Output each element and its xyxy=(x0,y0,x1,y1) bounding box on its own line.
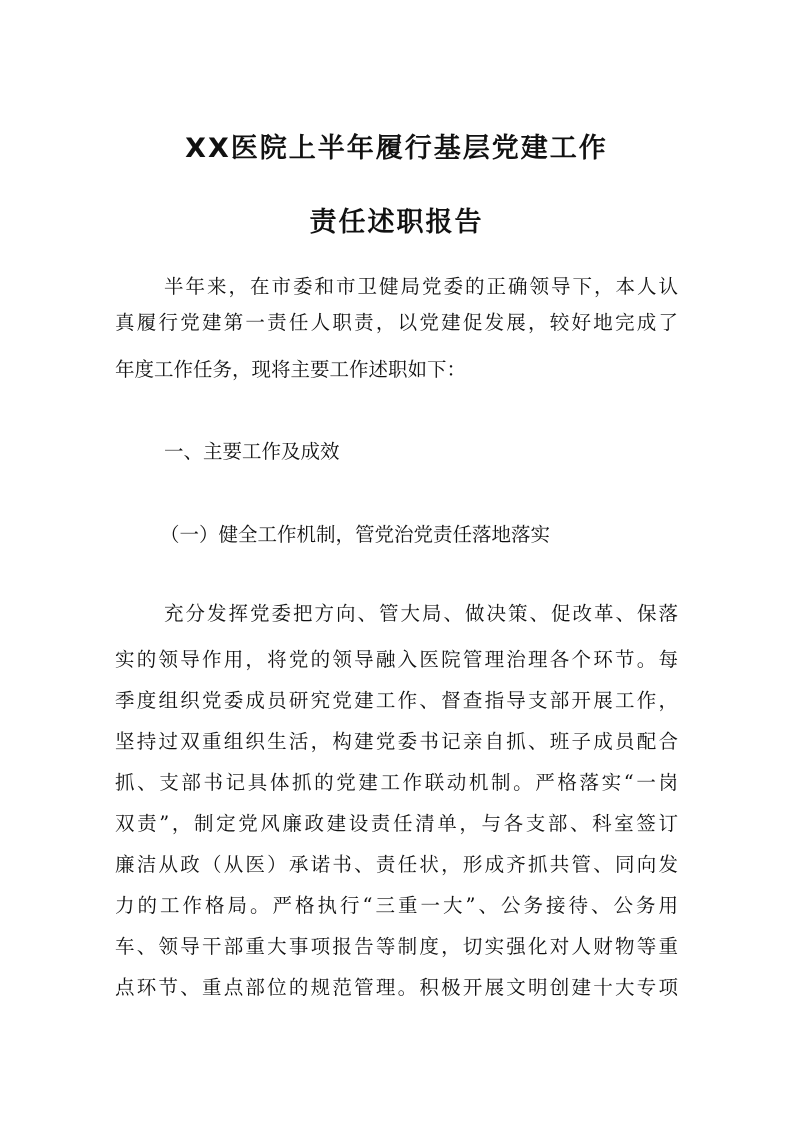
body-paragraph-line: 廉洁从政（从医）承诺书、责任状，形成齐抓共管、同向发 xyxy=(115,853,678,876)
intro-paragraph-line: 真履行党建第一责任人职责，以党建促发展，较好地完成了 xyxy=(115,311,678,334)
subsection-heading-1: （一）健全工作机制，管党治党责任落地落实 xyxy=(160,523,551,546)
body-paragraph-line: 实的领导作用，将党的领导融入医院管理治理各个环节。每 xyxy=(115,648,678,671)
body-paragraph-line: 季度组织党委成员研究党建工作、督查指导支部开展工作， xyxy=(115,689,678,712)
body-paragraph-line: 力的工作格局。严格执行“三重一大”、公务接待、公务用 xyxy=(115,894,678,917)
body-paragraph-line: 抓、支部书记具体抓的党建工作联动机制。严格落实“一岗 xyxy=(115,771,678,794)
section-heading-1: 一、主要工作及成效 xyxy=(164,440,340,463)
intro-paragraph-line: 半年来，在市委和市卫健局党委的正确领导下，本人认 xyxy=(164,275,678,298)
body-paragraph-line: 坚持过双重组织生活，构建党委书记亲自抓、班子成员配合 xyxy=(115,730,678,753)
report-title-line-1: XX医院上半年履行基层党建工作 xyxy=(185,133,608,164)
report-title-line-2: 责任述职报告 xyxy=(309,207,484,238)
body-paragraph-line: 充分发挥党委把方向、管大局、做决策、促改革、保落 xyxy=(164,602,678,625)
intro-paragraph-line: 年度工作任务，现将主要工作述职如下： xyxy=(115,358,467,381)
body-paragraph-line: 双责”，制定党风廉政建设责任清单，与各支部、科室签订 xyxy=(115,812,678,835)
body-paragraph-line: 点环节、重点部位的规范管理。积极开展文明创建十大专项 xyxy=(115,976,678,999)
body-paragraph-line: 车、领导干部重大事项报告等制度，切实强化对人财物等重 xyxy=(115,935,678,958)
